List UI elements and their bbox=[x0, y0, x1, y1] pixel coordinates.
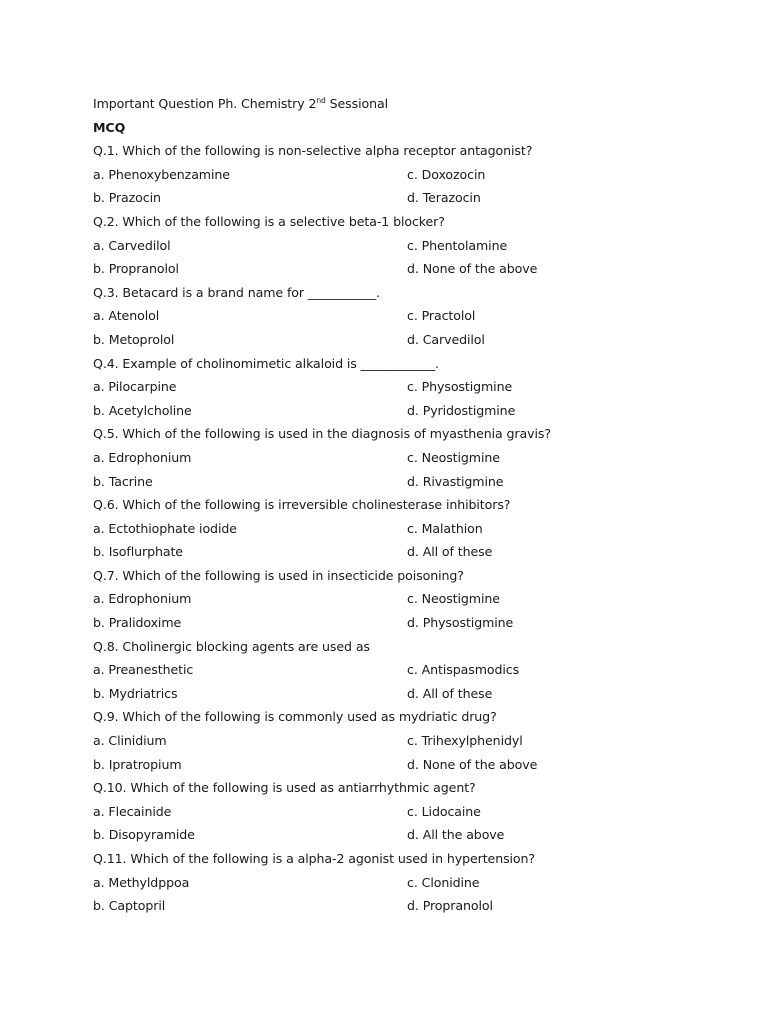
question-3-option-b: b. Metoprolol bbox=[93, 331, 175, 347]
question-11-option-b: b. Captopril bbox=[93, 898, 166, 914]
question-10-option-b: b. Disopyramide bbox=[93, 827, 195, 843]
question-6-text: Q.6. Which of the following is irreversible cholinesterase inhibitors? bbox=[93, 497, 511, 513]
question-1-option-c: c. Doxozocin bbox=[407, 166, 486, 182]
question-10-option-d: d. All the above bbox=[407, 827, 505, 843]
question-10-option-a: a. Flecainide bbox=[93, 803, 172, 819]
question-2-options-row bbox=[93, 257, 713, 281]
question-6-options-row bbox=[93, 540, 713, 564]
question-10-options-row bbox=[93, 823, 713, 847]
question-5-options-row bbox=[93, 446, 713, 470]
question-4-option-b: b. Acetylcholine bbox=[93, 402, 192, 418]
question-9-option-a: a. Clinidium bbox=[93, 733, 167, 749]
question-5-option-c: c. Neostigmine bbox=[407, 449, 500, 465]
question-2-option-c: c. Phentolamine bbox=[407, 237, 508, 253]
question-4-options-row bbox=[93, 375, 713, 399]
question-5-option-d: d. Rivastigmine bbox=[407, 473, 504, 489]
question-9-option-b: b. Ipratropium bbox=[93, 756, 182, 772]
question-3-options-row bbox=[93, 304, 713, 328]
question-7-options-row bbox=[93, 587, 713, 611]
question-1-option-b: b. Prazocin bbox=[93, 190, 161, 206]
question-11-text: Q.11. Which of the following is a alpha-2 agonist used in hypertension? bbox=[93, 851, 536, 866]
question-2-text: Q.2. Which of the following is a selective beta-1 blocker? bbox=[93, 213, 445, 229]
question-2-option-a: a. Carvedilol bbox=[93, 237, 171, 253]
question-7-options-row bbox=[93, 611, 713, 635]
question-3-text: Q.3. Betacard is a brand name for ___________. bbox=[93, 284, 380, 300]
question-5-text: Q.5. Which of the following is used in the diagnosis of myasthenia gravis? bbox=[93, 426, 551, 442]
question-7-option-c: c. Neostigmine bbox=[407, 591, 500, 607]
document-page bbox=[93, 92, 713, 918]
question-10-text: Q.10. Which of the following is used as antiarrhythmic agent? bbox=[93, 780, 476, 796]
question-1-options-row bbox=[93, 186, 713, 210]
question-1-option-a: a. Phenoxybenzamine bbox=[93, 166, 230, 182]
question-7-option-a: a. Edrophonium bbox=[93, 591, 192, 607]
title-superscript: nd bbox=[316, 96, 326, 105]
question-9-option-c: c. Trihexylphenidyl bbox=[407, 733, 523, 749]
question-1-text: Q.1. Which of the following is non-selective alpha receptor antagonist? bbox=[93, 143, 533, 159]
question-4-option-a: a. Pilocarpine bbox=[93, 379, 177, 395]
question-9-option-d: d. None of the above bbox=[407, 756, 538, 772]
question-1-options-row bbox=[93, 163, 713, 187]
question-6-option-b: b. Isoflurphate bbox=[93, 544, 183, 560]
question-6-option-d: d. All of these bbox=[407, 544, 493, 560]
question-6-option-c: c. Malathion bbox=[407, 520, 483, 536]
question-2-option-b: b. Propranolol bbox=[93, 261, 179, 277]
question-1-option-d: d. Terazocin bbox=[407, 190, 481, 206]
question-10-options-row bbox=[93, 800, 713, 824]
question-list bbox=[93, 139, 713, 918]
question-3-options-row bbox=[93, 328, 713, 352]
question-8-option-a: a. Preanesthetic bbox=[93, 662, 194, 678]
question-11-options-row bbox=[93, 894, 713, 918]
question-8-option-b: b. Mydriatrics bbox=[93, 685, 178, 701]
question-3-option-d: d. Carvedilol bbox=[407, 331, 485, 347]
question-8-text: Q.8. Cholinergic blocking agents are used as bbox=[93, 638, 370, 654]
question-11-option-d: d. Propranolol bbox=[407, 898, 493, 914]
section-heading: MCQ bbox=[93, 119, 126, 135]
question-9-options-row bbox=[93, 753, 713, 777]
question-11-option-a: a. Methyldppoa bbox=[93, 874, 190, 890]
question-8-options-row bbox=[93, 682, 713, 706]
question-7-option-b: b. Pralidoxime bbox=[93, 615, 182, 631]
question-9-options-row bbox=[93, 729, 713, 753]
question-5-option-b: b. Tacrine bbox=[93, 473, 153, 489]
question-2-options-row bbox=[93, 234, 713, 258]
title-prefix: Important Question Ph. Chemistry 2 bbox=[93, 96, 317, 111]
title-suffix: Sessional bbox=[325, 96, 388, 111]
question-9-text: Q.9. Which of the following is commonly used as mydriatic drug? bbox=[93, 709, 497, 725]
document-title bbox=[93, 92, 713, 116]
question-8-option-d: d. All of these bbox=[407, 685, 493, 701]
question-8-options-row bbox=[93, 658, 713, 682]
question-4-option-c: c. Physostigmine bbox=[407, 379, 513, 395]
question-8-option-c: c. Antispasmodics bbox=[407, 662, 520, 678]
question-3-option-c: c. Practolol bbox=[407, 308, 476, 324]
question-11-options-row bbox=[93, 871, 713, 895]
question-5-options-row bbox=[93, 470, 713, 494]
question-4-options-row bbox=[93, 399, 713, 423]
question-7-text: Q.7. Which of the following is used in insecticide poisoning? bbox=[93, 567, 464, 583]
question-11-option-c: c. Clonidine bbox=[407, 874, 480, 890]
question-6-options-row bbox=[93, 517, 713, 541]
question-6-option-a: a. Ectothiophate iodide bbox=[93, 520, 237, 536]
question-7-option-d: d. Physostigmine bbox=[407, 615, 514, 631]
question-3-option-a: a. Atenolol bbox=[93, 308, 160, 324]
question-2-option-d: d. None of the above bbox=[407, 261, 538, 277]
question-10-option-c: c. Lidocaine bbox=[407, 803, 481, 819]
question-4-text: Q.4. Example of cholinomimetic alkaloid is ____________. bbox=[93, 355, 439, 371]
question-5-option-a: a. Edrophonium bbox=[93, 449, 192, 465]
question-4-option-d: d. Pyridostigmine bbox=[407, 402, 516, 418]
